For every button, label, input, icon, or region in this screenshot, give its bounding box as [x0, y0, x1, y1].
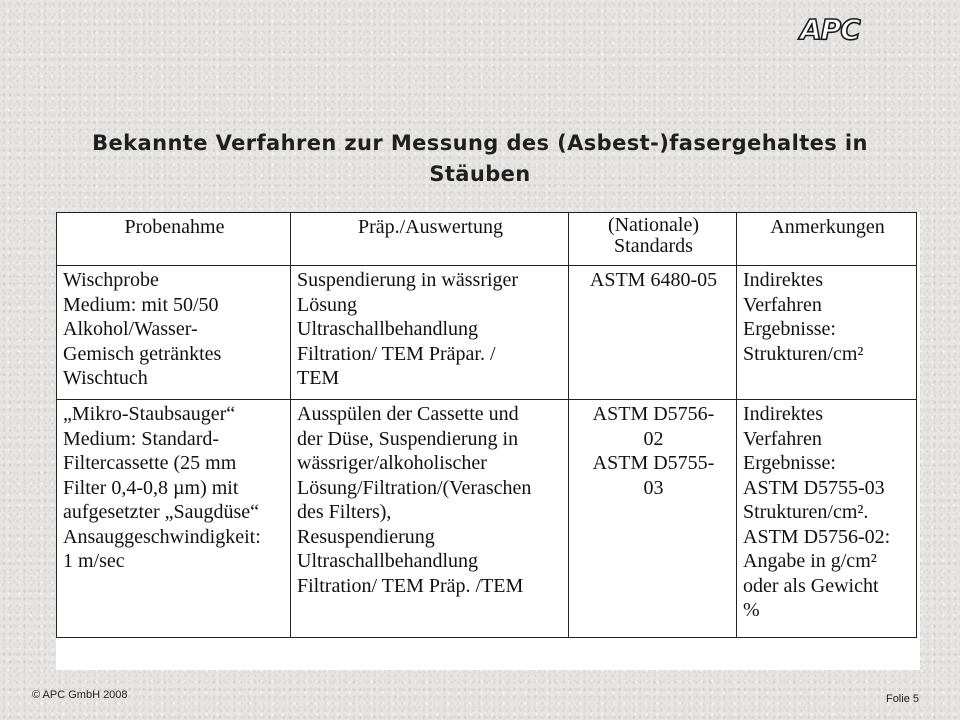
cell-line: Wischtuch [63, 367, 148, 389]
cell-line: ASTM 6480-05 [589, 269, 718, 291]
cell-line: TEM [297, 367, 340, 389]
table-header-row [57, 213, 917, 266]
cell-line: Filtration/ TEM Präp. /TEM [297, 574, 524, 597]
cell-line: Indirektes [743, 403, 823, 425]
slide-title: Bekannte Verfahren zur Messung des (Asbest-)fasergehaltes in Stäuben [92, 131, 868, 186]
cell-line: oder als Gewicht [743, 574, 879, 597]
cell-line: 03 [643, 476, 664, 499]
copyright-notice: © APC GmbH 2008 [32, 689, 128, 701]
cell-line: ASTM D5756-02: [743, 525, 891, 548]
cell-standards [569, 266, 737, 400]
header-standards-text: (Nationale) Standards [607, 214, 700, 257]
cell-line: Filtercassette (25 mm [63, 452, 237, 474]
cell-line: Ansauggeschwindigkeit: [63, 525, 261, 548]
cell-probenahme [57, 266, 291, 400]
cell-line: Verfahren [743, 293, 822, 316]
cell-line: Suspendierung in wässriger [297, 269, 519, 291]
header-auswertung: Präp./Auswertung [291, 213, 569, 266]
cell-line: „Mikro-Staubsauger“ [63, 403, 236, 425]
cell-line: Medium: Standard- [63, 427, 220, 450]
cell-line: Ergebnisse: [743, 452, 836, 474]
cell-line: Filter 0,4-0,8 µm) mit [63, 476, 239, 499]
cell-line: 1 m/sec [63, 550, 125, 572]
cell-line: Ultraschallbehandlung [297, 318, 479, 340]
header-standards [569, 213, 737, 266]
cell-line: 02 [643, 427, 664, 450]
table-row [57, 400, 917, 638]
cell-line: Strukturen/cm². [743, 501, 869, 523]
slide-number: Folie 5 [885, 693, 919, 705]
cell-line: der Düse, Suspendierung in [297, 427, 519, 450]
cell-line: ASTM D5755-03 [743, 476, 885, 499]
cell-line: aufgesetzter „Saugdüse“ [63, 501, 260, 523]
cell-line: Alkohol/Wasser- [63, 318, 198, 340]
cell-line: Medium: mit 50/50 [63, 293, 219, 316]
cell-line: Strukturen/cm² [743, 342, 864, 365]
cell-line: wässriger/alkoholischer [297, 452, 487, 474]
cell-line: Indirektes [743, 269, 823, 291]
cell-line: Wischprobe [63, 269, 159, 291]
cell-probenahme [57, 400, 291, 638]
cell-anmerkungen [737, 266, 917, 400]
cell-line: Ausspülen der Cassette und [297, 403, 519, 425]
cell-line: Resuspendierung [297, 525, 435, 548]
methods-table [56, 212, 917, 638]
header-anmerkungen: Anmerkungen [737, 213, 917, 266]
cell-line: ASTM D5756- [592, 403, 715, 425]
cell-line: ASTM D5755- [592, 452, 715, 474]
cell-line: Angabe in g/cm² [743, 550, 877, 572]
cell-line: Ultraschallbehandlung [297, 550, 479, 572]
cell-line: Gemisch getränktes [63, 342, 222, 365]
cell-line: Lösung [297, 293, 357, 316]
cell-auswertung [291, 266, 569, 400]
apc-logo: APC [800, 13, 860, 46]
cell-line: Filtration/ TEM Präpar. / [297, 342, 496, 365]
cell-standards [569, 400, 737, 638]
cell-line: Ergebnisse: [743, 318, 836, 340]
table-panel [56, 212, 920, 670]
cell-line: Lösung/Filtration/(Veraschen [297, 476, 532, 499]
cell-auswertung [291, 400, 569, 638]
cell-line: des Filters), [297, 501, 392, 523]
cell-line: % [743, 599, 760, 621]
table-row [57, 266, 917, 400]
cell-line: Verfahren [743, 427, 822, 450]
header-probenahme: Probenahme [57, 213, 291, 266]
cell-anmerkungen [737, 400, 917, 638]
